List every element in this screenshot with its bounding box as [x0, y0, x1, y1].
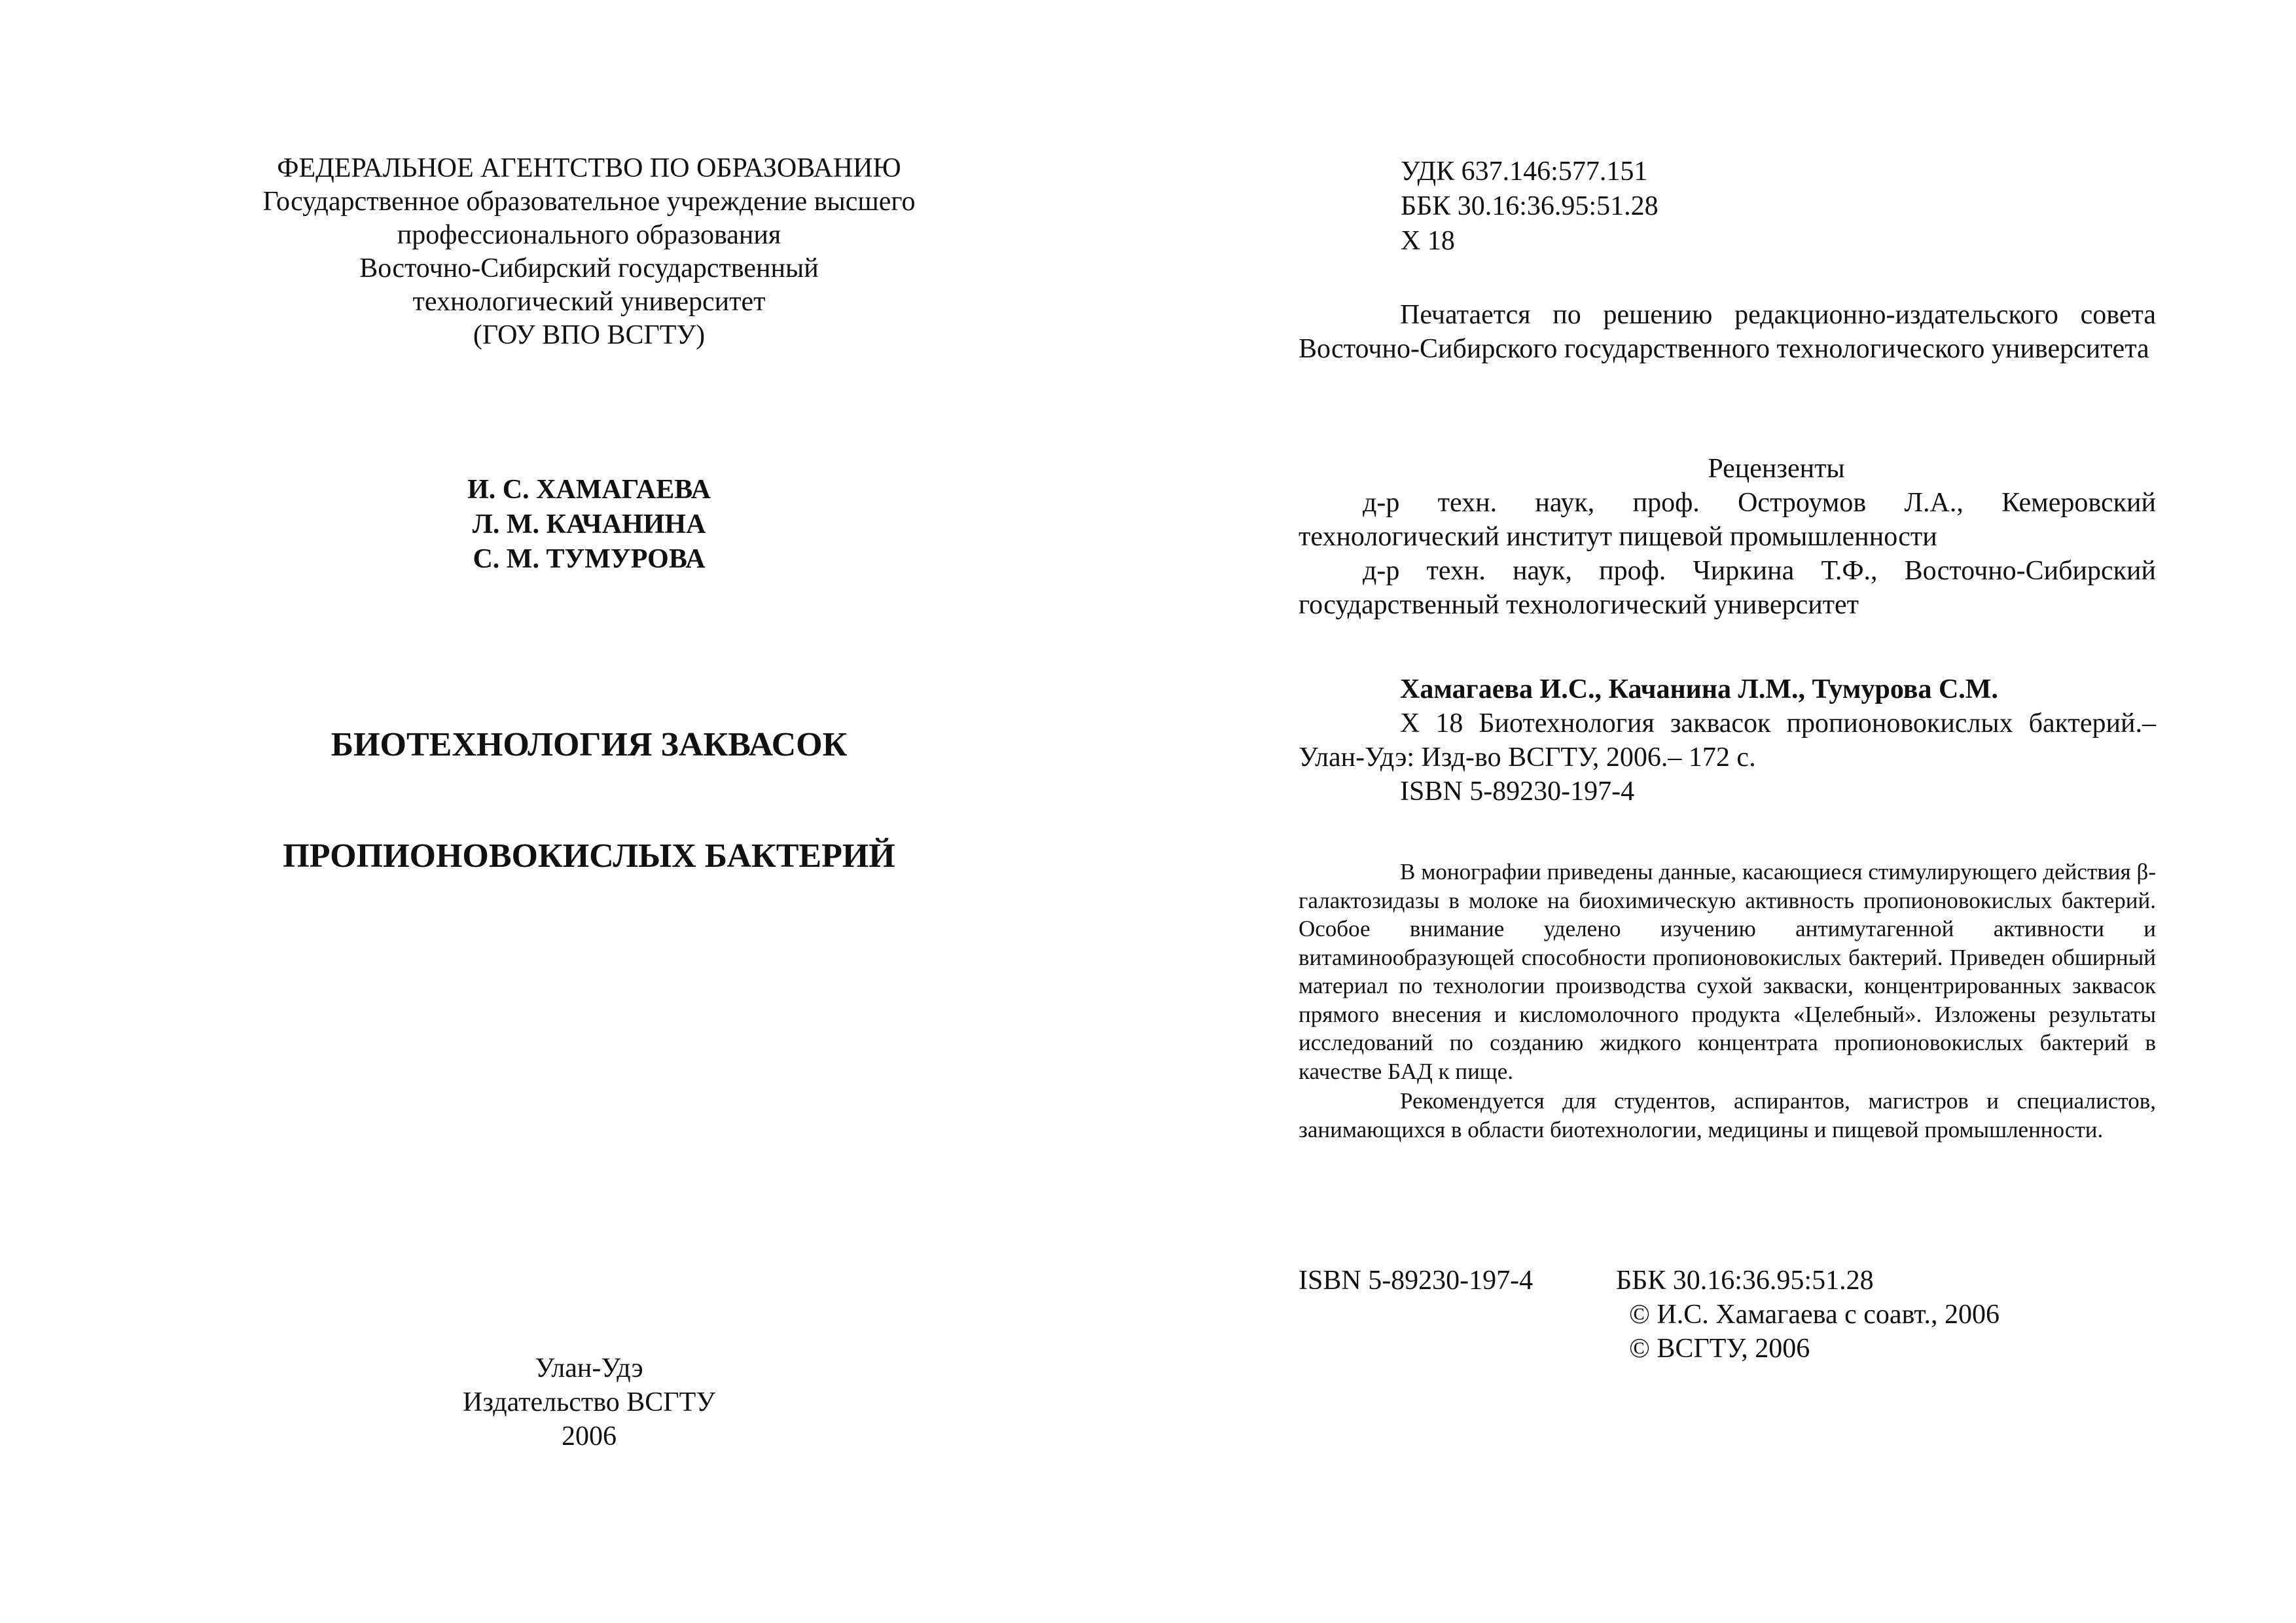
book-title-line: БИОТЕХНОЛОГИЯ ЗАКВАСОК	[331, 726, 848, 763]
author-name: Л. М. КАЧАНИНА	[472, 509, 706, 539]
book-title	[131, 725, 1047, 876]
verso-page	[1148, 0, 2296, 1623]
organization-line: Восточно-Сибирский государственный	[359, 253, 819, 283]
bibliographic-citation	[1299, 672, 2156, 809]
authors-block	[164, 473, 1014, 577]
print-decision-text: Печатается по решению редакционно-издательского совета Восточно-Сибирского государственного технологического университета	[1299, 300, 2156, 364]
organization-line: технологический университет	[412, 287, 766, 317]
organization-line: Государственное образовательное учреждение высшего	[262, 187, 916, 217]
organization-line: профессионального образования	[397, 220, 781, 250]
organization-line: ФЕДЕРАЛЬНОЕ АГЕНТСТВО ПО ОБРАЗОВАНИЮ	[277, 153, 901, 183]
reviewer-entry: д-р техн. наук, проф. Остроумов Л.А., Кемеровский технологический институт пищевой промышленности	[1299, 488, 2156, 552]
reviewer-entry: д-р техн. наук, проф. Чиркина Т.Ф., Восточно-Сибирский государственный технологический университет	[1299, 556, 2156, 620]
citation-authors: Хамагаева И.С., Качанина Л.М., Тумурова С.М.	[1400, 674, 1998, 704]
imprint-year: 2006	[562, 1421, 617, 1451]
footer-bbk: ББК 30.16:36.95:51.28	[1616, 1266, 1874, 1296]
abstract-paragraph: В монографии приведены данные, касающиеся стимулирующего действия β-галактозидазы в молоке на биохимическую активность пропионовокислых бактерий. Особое внимание уделено изучению антимутагенной активности и витаминообразующей способности пропионовокислых бактерий. Приведен обширный материал по технологии производства сухой закваски, концентрированных заквасок прямого внесения и кисломолочного продукта «Целебный». Изложены результаты исследований по созданию жидкого концентрата пропионовокислых бактерий в качестве БАД к пище.	[1299, 859, 2156, 1084]
reviewers-heading: Рецензенты	[1708, 454, 1845, 484]
book-title-line: ПРОПИОНОВОКИСЛЫХ БАКТЕРИЙ	[283, 837, 895, 875]
udk-code: УДК 637.146:577.151	[1401, 156, 1648, 187]
author-name: И. С. ХАМАГАЕВА	[467, 475, 711, 505]
author-name: С. М. ТУМУРОВА	[473, 544, 706, 574]
organization-line: (ГОУ ВПО ВСГТУ)	[473, 320, 706, 350]
abstract-paragraph: Рекомендуется для студентов, аспирантов, магистров и специалистов, занимающихся в области биотехнологии, медицины и пищевой промышленности.	[1299, 1088, 2156, 1142]
print-decision	[1299, 298, 2156, 366]
classification-codes	[1401, 155, 1924, 259]
imprint-city: Улан-Удэ	[535, 1353, 643, 1383]
copyright-line: © ВСГТУ, 2006	[1629, 1334, 1810, 1364]
author-mark: Х 18	[1401, 226, 1455, 256]
organization-block	[164, 152, 1014, 352]
footer-isbn: ISBN 5-89230-197-4	[1299, 1266, 1534, 1296]
reviewers-block	[1299, 452, 2156, 622]
imprint-publisher: Издательство ВСГТУ	[463, 1387, 715, 1417]
footer-right-column	[1616, 1264, 2000, 1366]
citation-reference: Х 18 Биотехнология заквасок пропионовокислых бактерий.–Улан-Удэ: Изд-во ВСГТУ, 2006.– 172 с.	[1299, 708, 2156, 773]
bbk-code: ББК 30.16:36.95:51.28	[1401, 191, 1659, 221]
abstract-block	[1299, 858, 2156, 1144]
imprint-block	[327, 1351, 851, 1453]
copyright-line: © И.С. Хамагаева с соавт., 2006	[1629, 1300, 2000, 1330]
citation-isbn: ISBN 5-89230-197-4	[1400, 776, 1635, 807]
